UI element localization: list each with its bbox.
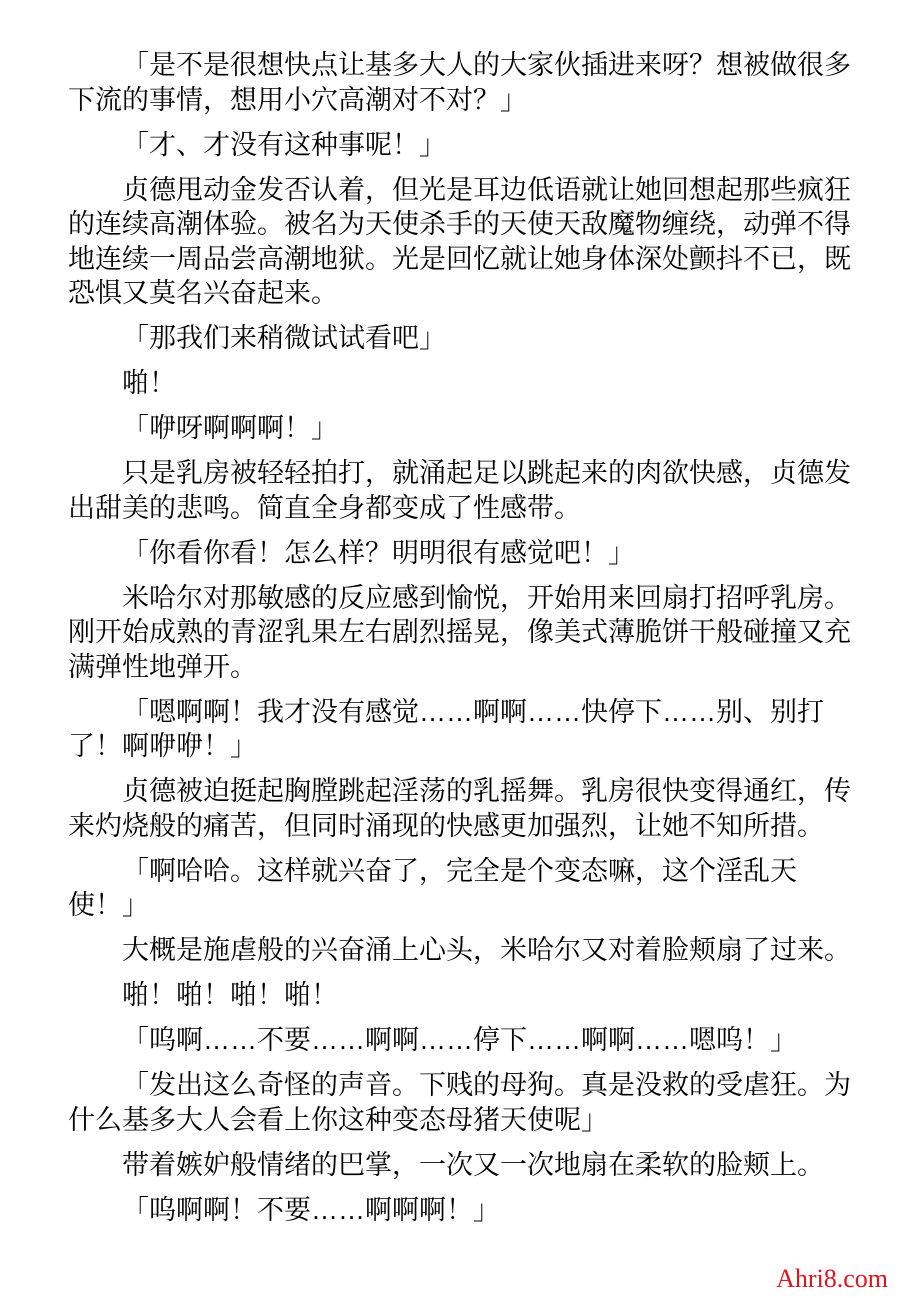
site-watermark: Ahri8.com [776,1264,888,1293]
paragraph: 「啊哈哈。这样就兴奋了，完全是个变态嘛，这个淫乱天使！」 [68,855,797,920]
paragraph: 「呜啊啊！不要……啊啊啊！」 [122,1194,500,1225]
paragraph: 「是不是很想快点让基多大人的大家伙插进来呀？想被做很多下流的事情，想用小穴高潮对不对？」 [68,50,851,115]
document-body [68,48,851,1238]
paragraph: 啪！啪！啪！啪！ [122,980,338,1010]
paragraph: 贞德甩动金发否认着，但光是耳边低语就让她回想起那些疯狂的连续高潮体验。被名为天使杀手的天使天敌魔物缠绕，动弹不得地连续一周品尝高潮地狱。光是回忆就让她身体深处颤抖不已，既恐惧又莫名兴奋起来。 [68,174,851,308]
paragraph: 贞德被迫挺起胸膛跳起淫荡的乳摇舞。乳房很快变得通红，传来灼烧般的痛苦，但同时涌现的快感更加强烈，让她不知所措。 [68,776,851,841]
paragraph: 「才、才没有这种事呢！」 [122,129,446,160]
paragraph: 带着嫉妒般情绪的巴掌，一次又一次地扇在柔软的脸颊上。 [122,1149,824,1180]
paragraph: 「发出这么奇怪的声音。下贱的母狗。真是没救的受虐狂。为什么基多大人会看上你这种变态母猪天使呢」 [68,1070,851,1135]
paragraph: 「呜啊……不要……啊啊……停下……啊啊……嗯呜！」 [122,1025,797,1055]
paragraph: 「那我们来稍微试试看吧」 [122,323,446,353]
paragraph: 「嗯啊啊！我才没有感觉……啊啊……快停下……别、别打了！啊咿咿！」 [68,696,824,761]
paragraph: 「咿呀啊啊啊！」 [122,413,338,443]
paragraph: 「你看你看！怎么样？明明很有感觉吧！」 [122,537,635,568]
paragraph: 米哈尔对那敏感的反应感到愉悦，开始用来回扇打招呼乳房。刚开始成熟的青涩乳果左右剧烈摇晃，像美式薄脆饼干般碰撞又充满弹性地弹开。 [68,582,851,682]
paragraph: 只是乳房被轻轻拍打，就涌起足以跳起来的肉欲快感，贞德发出甜美的悲鸣。简直全身都变成了性感带。 [68,458,851,523]
paragraph: 啪！ [122,368,176,398]
paragraph: 大概是施虐般的兴奋涌上心头，米哈尔又对着脸颊扇了过来。 [122,935,851,965]
